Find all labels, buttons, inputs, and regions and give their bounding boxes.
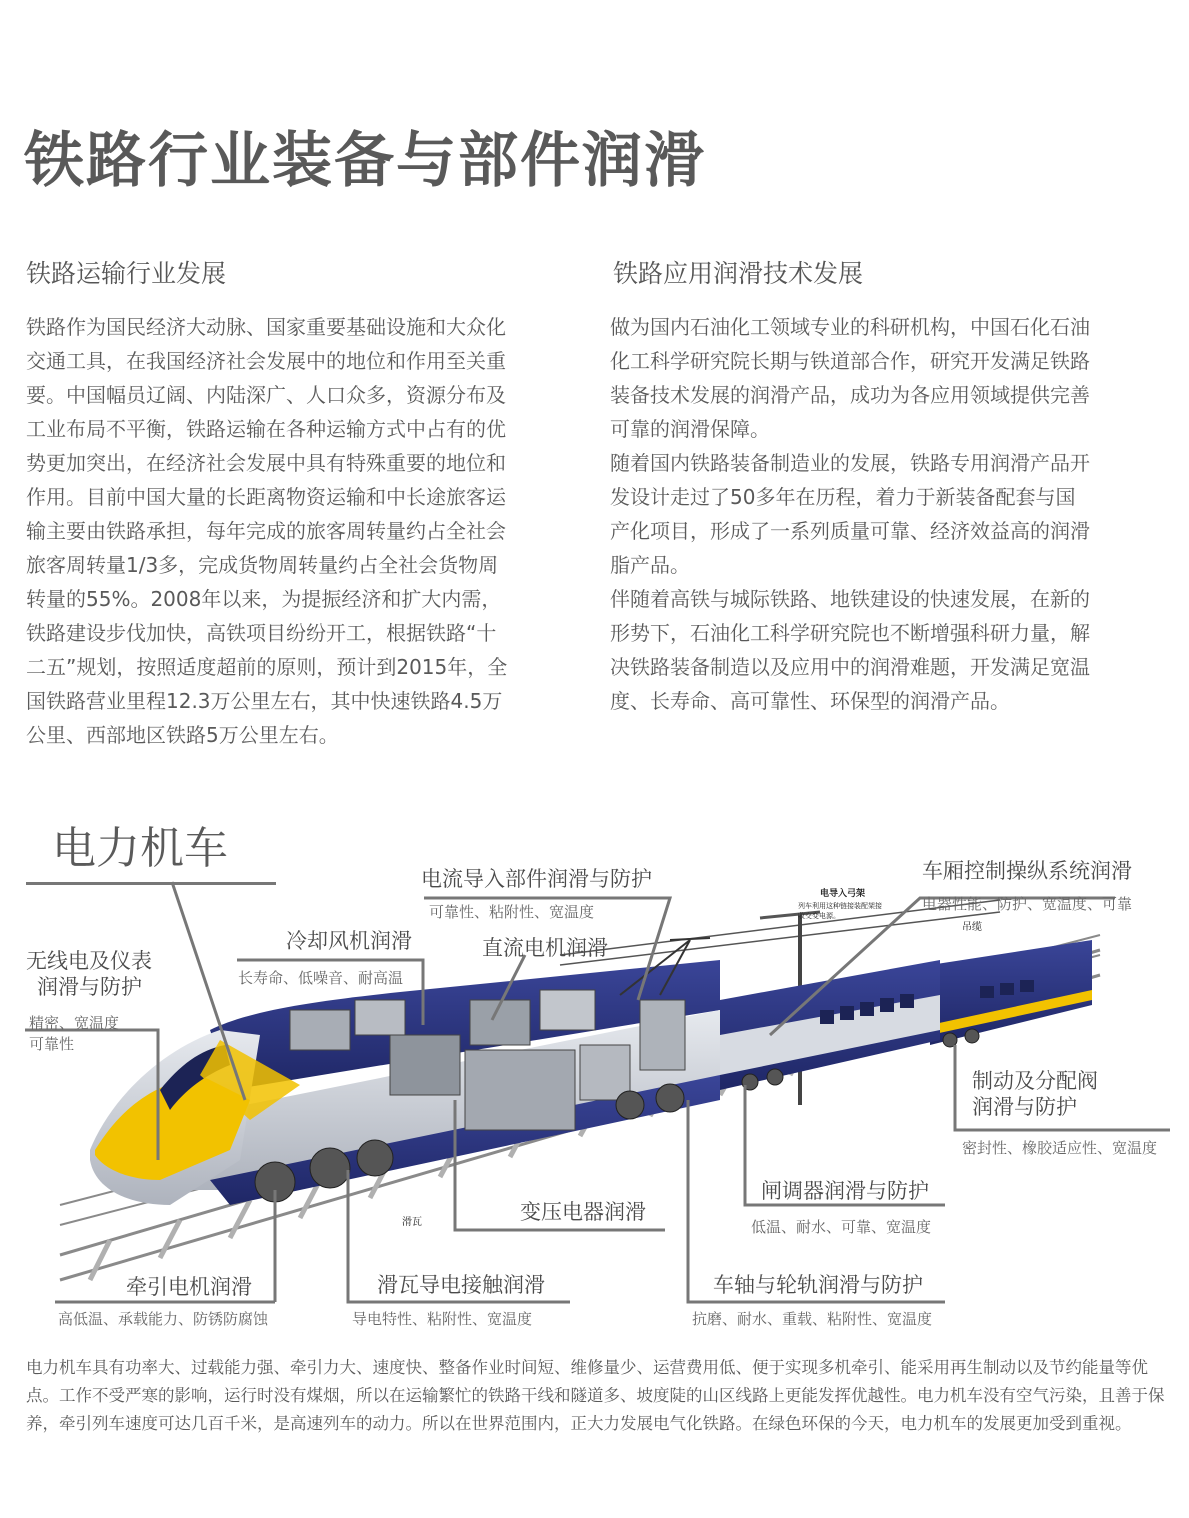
label-current-intake-title: 电流导入部件润滑与防护: [421, 867, 652, 891]
label-traction-motor-sub: 高低温、承载能力、防锈防腐蚀: [58, 1310, 269, 1328]
label-regulator-sub: 低温、耐水、可靠、宽温度: [751, 1218, 932, 1236]
label-radio-sub-2: 可靠性: [29, 1035, 75, 1054]
pantograph-note-line1: 列车利用这种链接装配架接: [798, 902, 882, 910]
left-section-paragraph: 铁路作为国民经济大动脉、国家重要基础设施和大众化交通工具，在我国经济社会发展中的地位和作用至关重要。中国幅员辽阔、内陆深广、人口众多，资源分布及工业布局不平衡，铁路运输在各种运输方式中占有的优势更加突出，在经济社会发展中具有特殊重要的地位和作用。目前中国大量的长距离物资运输和中长途旅客运输主要由铁路承担，每年完成的旅客周转量约占全社会旅客周转量1/3多，完成货物周转量约占全社会货物周转量的55%。2008年以来，为提振经济和扩大内需，铁路建设步伐加快，高铁项目纷纷开工，根据铁路“十二五”规划，按照适度超前的原则，预计到2015年，全国铁路营业里程12.3万公里左右，其中快速铁路4.5万公里、西部地区铁路5万公里左右。: [26, 315, 508, 747]
right-paragraph-1: 做为国内石油化工领域专业的科研机构，中国石化石油化工科学研究院长期与铁道部合作，研究开发满足铁路装备技术发展的润滑产品，成功为各应用领域提供完善可靠的润滑保障。: [610, 315, 1090, 441]
label-pantograph-slide-title: 滑瓦导电接触润滑: [377, 1273, 545, 1297]
label-cabin-control-sub: 电器性能、防护、宽温度、可靠: [922, 895, 1133, 914]
label-cabin-control: [922, 858, 1132, 916]
label-current-intake-sub: 可靠性、粘附性、宽温度: [429, 903, 595, 922]
label-brake-valve: [972, 1068, 1098, 1121]
label-brake-valve-title-1: 制动及分配阀: [972, 1069, 1098, 1093]
slide-note: 滑瓦: [402, 1217, 422, 1228]
label-radio: [26, 948, 152, 1056]
hanger-note: 吊缆: [962, 922, 982, 933]
label-cabin-control-title: 车厢控制操纵系统润滑: [922, 859, 1132, 883]
label-transformer: 变压电器润滑: [520, 1200, 646, 1224]
pantograph-note-title: 电导入弓架: [820, 889, 866, 899]
label-cooling-fan-title: 冷却风机润滑: [286, 929, 412, 953]
label-cooling-fan-sub: 长寿命、低噪音、耐高温: [238, 969, 404, 987]
label-axle-wheel-title: 车轴与轮轨润滑与防护: [713, 1273, 923, 1297]
label-brake-valve-title-2: 润滑与防护: [972, 1095, 1077, 1120]
locomotive-section-title: 电力机车: [52, 823, 228, 874]
label-dc-motor: 直流电机润滑: [482, 936, 608, 960]
right-paragraph-2: 随着国内铁路装备制造业的发展，铁路专用润滑产品开发设计走过了50多年在历程，着力于新装备配套与国产化项目，形成了一系列质量可靠、经济效益高的润滑脂产品。: [610, 451, 1090, 577]
locomotive-description: 电力机车具有功率大、过载能力强、牵引力大、速度快、整备作业时间短、维修量少、运营费用低、便于实现多机牵引、能采用再生制动以及节约能量等优点。工作不受严寒的影响，运行时没有煤烟，所以在运输繁忙的铁路干线和隧道多、坡度陡的山区线路上更能发挥优越性。电力机车没有空气污染，且善于保养，牵引列车速度可达几百千米，是高速列车的动力。所以在世界范围内，正大力发展电气化铁路。在绿色环保的今天，电力机车的发展更加受到重视。: [26, 1358, 1165, 1433]
pantograph-note-line2: 收交变电源。: [798, 912, 840, 920]
label-pantograph-slide-sub: 导电特性、粘附性、宽温度: [352, 1310, 533, 1328]
label-regulator-title: 闸调器润滑与防护: [761, 1179, 929, 1203]
label-radio-title-1: 无线电及仪表: [26, 949, 152, 973]
page-title: 铁路行业装备与部件润滑: [24, 126, 706, 196]
right-section-heading: 铁路应用润滑技术发展: [613, 259, 864, 288]
label-traction-motor-title: 牵引电机润滑: [126, 1275, 252, 1299]
label-axle-wheel-sub: 抗磨、耐水、重载、粘附性、宽温度: [692, 1310, 933, 1328]
label-brake-valve-sub: 密封性、橡胶适应性、宽温度: [962, 1139, 1158, 1157]
label-radio-title-2: 润滑与防护: [37, 975, 142, 1000]
label-cooling-fan: [286, 928, 412, 954]
left-section-heading: 铁路运输行业发展: [26, 259, 227, 288]
label-current-intake: [421, 866, 652, 924]
right-paragraph-3: 伴随着高铁与城际铁路、地铁建设的快速发展，在新的形势下，石油化工科学研究院也不断增强科研力量，解决铁路装备制造以及应用中的润滑难题，开发满足宽温度、长寿命、高可靠性、环保型的润滑产品。: [610, 587, 1090, 713]
right-section-body: [610, 310, 1092, 718]
label-radio-sub-1: 精密、宽温度: [29, 1013, 120, 1032]
